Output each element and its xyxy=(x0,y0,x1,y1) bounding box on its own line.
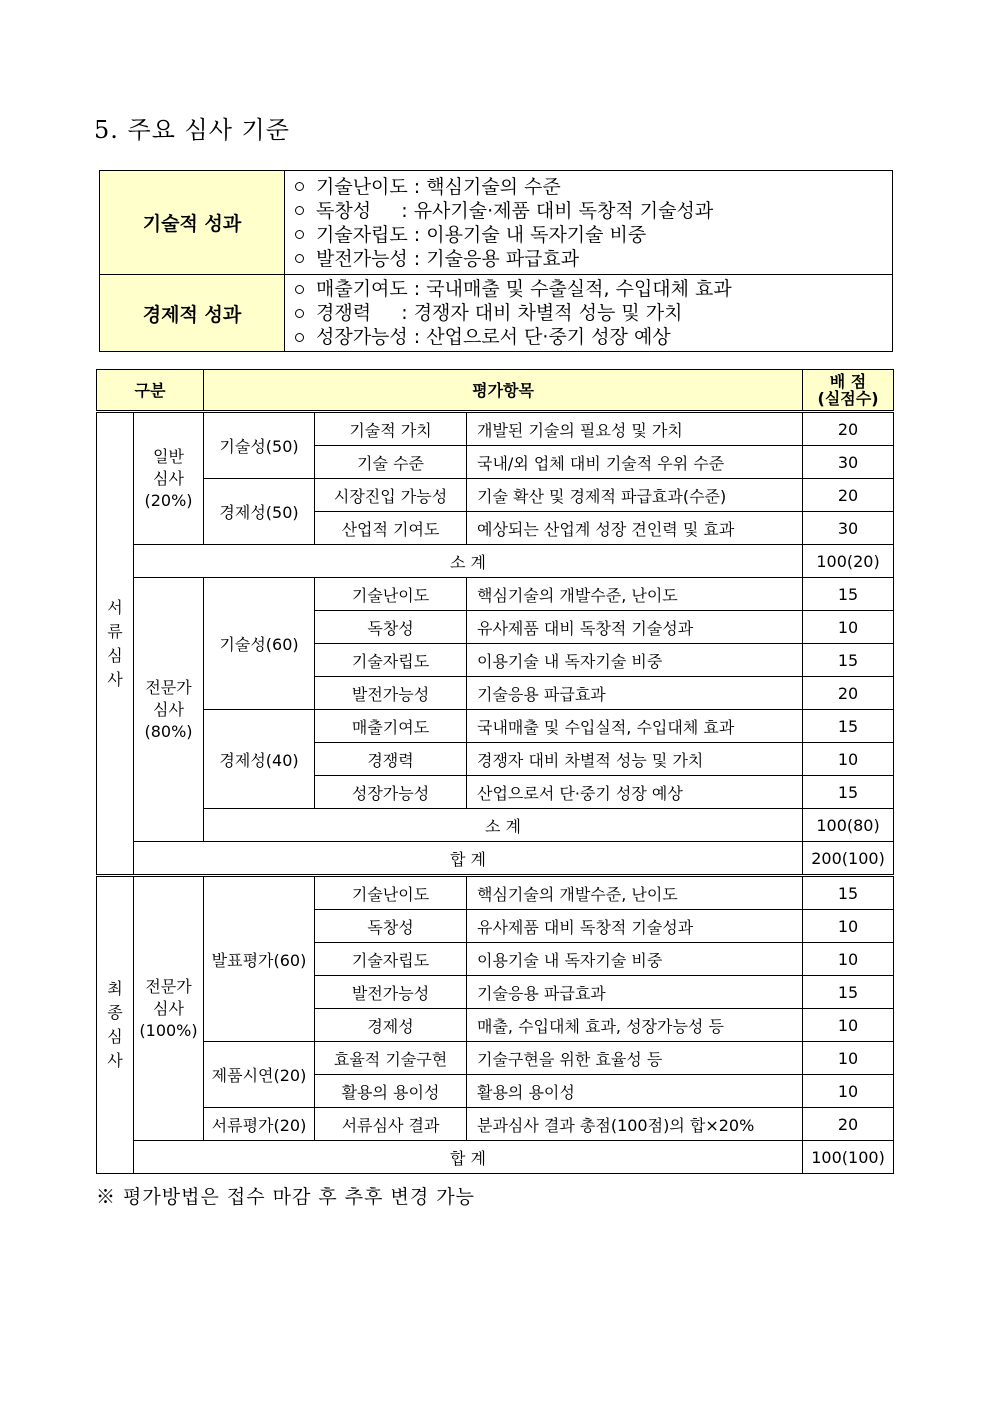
criteria-item: 발전가능성 : 기술응용 파급효과 xyxy=(293,247,892,271)
item-desc: 유사제품 대비 독창적 기술성과 xyxy=(467,910,803,943)
item-desc: 핵심기술의 개발수준, 난이도 xyxy=(467,578,803,611)
header-items: 평가항목 xyxy=(204,370,803,412)
subtotal-score: 100(20) xyxy=(803,545,894,578)
criteria-category: 기술적 성과 xyxy=(100,171,285,275)
group-name: 제품시연(20) xyxy=(204,1042,315,1108)
item-name: 독창성 xyxy=(315,910,467,943)
header-division: 구분 xyxy=(97,370,204,412)
item-score: 15 xyxy=(803,578,894,611)
item-name: 시장진입 가능성 xyxy=(315,479,467,512)
item-desc: 국내/외 업체 대비 기술적 우위 수준 xyxy=(467,446,803,479)
criteria-item: 매출기여도 : 국내매출 및 수출실적, 수입대체 효과 xyxy=(293,277,892,301)
item-name: 기술 수준 xyxy=(315,446,467,479)
item-score: 10 xyxy=(803,743,894,776)
group-name: 기술성(50) xyxy=(204,412,315,479)
item-desc: 기술 확산 및 경제적 파급효과(수준) xyxy=(467,479,803,512)
item-desc: 예상되는 산업계 성장 견인력 및 효과 xyxy=(467,512,803,545)
item-score: 10 xyxy=(803,910,894,943)
item-score: 10 xyxy=(803,1009,894,1042)
group-name: 경제성(50) xyxy=(204,479,315,545)
item-score: 15 xyxy=(803,976,894,1009)
item-desc: 이용기술 내 독자기술 비중 xyxy=(467,943,803,976)
general-review-label: 일반 심사 (20%) xyxy=(134,412,204,545)
item-name: 성장가능성 xyxy=(315,776,467,809)
criteria-item: 성장가능성 : 산업으로서 단·중기 성장 예상 xyxy=(293,325,892,349)
criteria-items xyxy=(285,275,893,352)
item-desc: 핵심기술의 개발수준, 난이도 xyxy=(467,876,803,910)
subtotal-label: 소 계 xyxy=(204,809,803,842)
item-name: 기술난이도 xyxy=(315,876,467,910)
item-name: 발전가능성 xyxy=(315,976,467,1009)
item-score: 20 xyxy=(803,677,894,710)
item-desc: 경쟁자 대비 차별적 성능 및 가치 xyxy=(467,743,803,776)
bullet-icon xyxy=(295,230,304,239)
subtotal-label: 소 계 xyxy=(134,545,803,578)
criteria-item: 기술자립도 : 이용기술 내 독자기술 비중 xyxy=(293,223,892,247)
final-expert-label: 전문가 심사 (100%) xyxy=(134,876,204,1141)
bullet-icon xyxy=(295,182,304,191)
item-desc: 활용의 용이성 xyxy=(467,1075,803,1108)
item-name: 효율적 기술구현 xyxy=(315,1042,467,1075)
item-desc: 산업으로서 단·중기 성장 예상 xyxy=(467,776,803,809)
item-score: 30 xyxy=(803,446,894,479)
item-name: 발전가능성 xyxy=(315,677,467,710)
header-score: 배 점 (실점수) xyxy=(803,370,894,412)
item-score: 10 xyxy=(803,943,894,976)
total-label: 합 계 xyxy=(134,842,803,876)
section-title: 5. 주요 심사 기준 xyxy=(94,116,290,144)
item-name: 서류심사 결과 xyxy=(315,1108,467,1141)
bullet-icon xyxy=(295,285,304,294)
bullet-icon xyxy=(295,254,304,263)
item-score: 20 xyxy=(803,412,894,446)
item-name: 경제성 xyxy=(315,1009,467,1042)
criteria-table xyxy=(99,170,893,352)
item-desc: 기술응용 파급효과 xyxy=(467,976,803,1009)
criteria-category: 경제적 성과 xyxy=(100,275,285,352)
item-desc: 개발된 기술의 필요성 및 가치 xyxy=(467,412,803,446)
criteria-items xyxy=(285,171,893,275)
item-desc: 매출, 수입대체 효과, 성장가능성 등 xyxy=(467,1009,803,1042)
item-name: 경쟁력 xyxy=(315,743,467,776)
group-name: 발표평가(60) xyxy=(204,876,315,1042)
item-desc: 국내매출 및 수입실적, 수입대체 효과 xyxy=(467,710,803,743)
bullet-icon xyxy=(295,333,304,342)
item-score: 20 xyxy=(803,479,894,512)
criteria-item: 경쟁력 : 경쟁자 대비 차별적 성능 및 가치 xyxy=(293,301,892,325)
item-desc: 이용기술 내 독자기술 비중 xyxy=(467,644,803,677)
group-name: 서류평가(20) xyxy=(204,1108,315,1141)
item-name: 기술자립도 xyxy=(315,644,467,677)
item-name: 기술난이도 xyxy=(315,578,467,611)
doc-review-label: 서 류 심 사 xyxy=(97,412,134,876)
item-desc: 기술구현을 위한 효율성 등 xyxy=(467,1042,803,1075)
item-score: 15 xyxy=(803,876,894,910)
item-name: 독창성 xyxy=(315,611,467,644)
item-name: 산업적 기여도 xyxy=(315,512,467,545)
expert-review-label: 전문가 심사 (80%) xyxy=(134,578,204,842)
item-desc: 분과심사 결과 총점(100점)의 합×20% xyxy=(467,1108,803,1141)
item-score: 10 xyxy=(803,1075,894,1108)
total-score: 100(100) xyxy=(803,1141,894,1174)
bullet-icon xyxy=(295,206,304,215)
item-name: 활용의 용이성 xyxy=(315,1075,467,1108)
criteria-item: 독창성 : 유사기술·제품 대비 독창적 기술성과 xyxy=(293,199,892,223)
item-score: 15 xyxy=(803,776,894,809)
evaluation-table xyxy=(96,369,894,1174)
item-desc: 기술응용 파급효과 xyxy=(467,677,803,710)
group-name: 기술성(60) xyxy=(204,578,315,710)
item-score: 10 xyxy=(803,1042,894,1075)
item-score: 30 xyxy=(803,512,894,545)
total-label: 합 계 xyxy=(134,1141,803,1174)
bullet-icon xyxy=(295,309,304,318)
final-review-label: 최 종 심 사 xyxy=(97,876,134,1174)
total-score: 200(100) xyxy=(803,842,894,876)
group-name: 경제성(40) xyxy=(204,710,315,809)
item-score: 15 xyxy=(803,644,894,677)
item-score: 20 xyxy=(803,1108,894,1141)
item-desc: 유사제품 대비 독창적 기술성과 xyxy=(467,611,803,644)
criteria-item: 기술난이도 : 핵심기술의 수준 xyxy=(293,175,892,199)
item-name: 매출기여도 xyxy=(315,710,467,743)
subtotal-score: 100(80) xyxy=(803,809,894,842)
footnote: ※ 평가방법은 접수 마감 후 추후 변경 가능 xyxy=(96,1186,475,1208)
item-score: 15 xyxy=(803,710,894,743)
item-name: 기술적 가치 xyxy=(315,412,467,446)
item-score: 10 xyxy=(803,611,894,644)
item-name: 기술자립도 xyxy=(315,943,467,976)
